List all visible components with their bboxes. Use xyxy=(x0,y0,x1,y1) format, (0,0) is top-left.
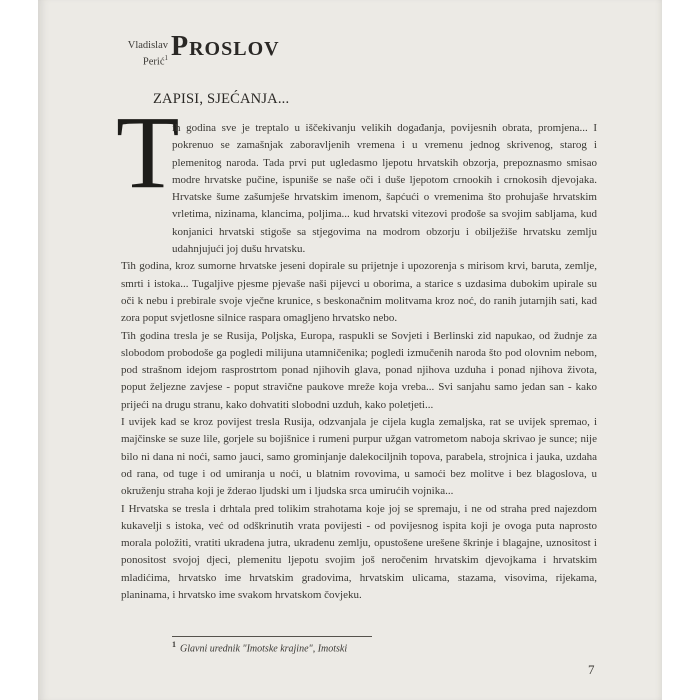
paragraph: ih godina sve je treptalo u iščekivanju velikih događanja, povijesnih obrata, promjena... I pokrenuo se zamašnjak zaboravljenih vremena i u vremenu jednog skrivenog, starog i plemenitog naroda. Tada prvi put ugledasmo ljepotu hrvatskih obzorja, prepoznasmo smisao modre hrvatske pučine, ispuniše se naše oči i duše ljepotom crnookih i crnokosih djevojaka. Hrvatske šume zašumješe hrvatskim imenom, šapćući o vremenima što prohujaše hrvatskim vrletima, nizinama, klancima, poljima... kud hrvatski vitezovi prođoše sa svojim sabljama, kud konjanici hrvatski stigoše sa stjegovima na modrom obzorju i obilježiše hrvatsku zemlju udahnjujući joj dušu hrvatsku. xyxy=(172,122,597,256)
footnote-number: 1 xyxy=(172,640,176,649)
paragraph: I uvijek kad se kroz povijest tresla Rusija, odzvanjala je cijela kugla zemaljska, rat se uvijek spremao, i majčinske se suze lile, gorjele su bojišnice i rumeni purpur užgan vatrometom naboja skrivao je sunce; nije bilo ni dana ni noći, samo jauci, samo grominjanje dalekociljnih topova, parabela, strojnica i jauka, uzdaha od rana, od tuge i od umiranja u noći, u blatnim rovovima, u samoći bez molitve i bez blagoslova, u okruženju straha koji je žderao ljudski um i ljudska srca umirućih vojnika... xyxy=(121,416,597,498)
drop-cap: T xyxy=(116,95,180,210)
section-heading: ZAPISI, SJEĆANJA... xyxy=(153,91,290,107)
footnote xyxy=(172,640,347,654)
body-text xyxy=(121,120,597,604)
paragraph: Tih godina tresla je se Rusija, Poljska, Europa, raspukli se Sovjeti i Berlinski zid napukao, od žudnje za slobodom probodoše ga pogledi milijuna utamničenika; pogledi izmučenih naroda što pod olovnim nebom, pod strašnom idejom rasprostrtom ponad njihovih glava, ponad njihova uzduha i ponad njihova života, poput željezne zavjese - poput stravične paukove mreže koja vreba... Svi sanjahu samo jedan san - kako prijeći na drugu stranu, kako dohvatiti slobodni uzduh, kako poletjeti... xyxy=(121,329,597,411)
chapter-title: Proslov xyxy=(171,31,280,62)
paragraph: I Hrvatska se tresla i drhtala pred tolikim strahotama koje joj se spremaju, i ne od straha pred najezdom kukavelji s istoka, već od odškrinutih vrata povijesti - od povijesnog ispita koji je ovoga puta naprosto morala položiti, vratiti ukradena jutra, ukradenu zemlju, opustošene urešene škrinje i blagajne, uznositost i ponositost svojoj djeci, plemenitu ljepotu svojim još neročenim hrvatskim djevojkama i hrvatskim mladićima, hrvatsko ime hrvatskim gradovima, hrvatskim ulicama, stazama, visovima, rijekama, planinama, i hrvatsko ime svakom hrvatskom čovjeku. xyxy=(121,502,597,602)
paragraph: Tih godina, kroz sumorne hrvatske jeseni dopirale su prijetnje i upozorenja s mirisom krvi, baruta, zemlje, smrti i istoka... Tugaljive pjesme pjevaše naši pijevci u oborima, a starice s uzdasima dubokim upirale su oči k nebu i prebirale svoje vječne krunice, s beskonačnim molitvama kroz noć, do ranih jutarnjih sati, kad zora poput svjetlosne silnice raspara omagljeno hrvatsko nebo. xyxy=(121,260,597,325)
author-first-name: Vladislav xyxy=(127,40,168,51)
footnote-divider xyxy=(172,636,372,637)
page-number: 7 xyxy=(588,662,595,677)
author-last-name: Perić$^1$ xyxy=(142,54,168,68)
footnote-text: Glavni urednik "Imotske krajine", Imotski xyxy=(180,643,348,655)
author-name xyxy=(115,40,168,69)
author-footnote-mark: 1 xyxy=(164,54,168,62)
